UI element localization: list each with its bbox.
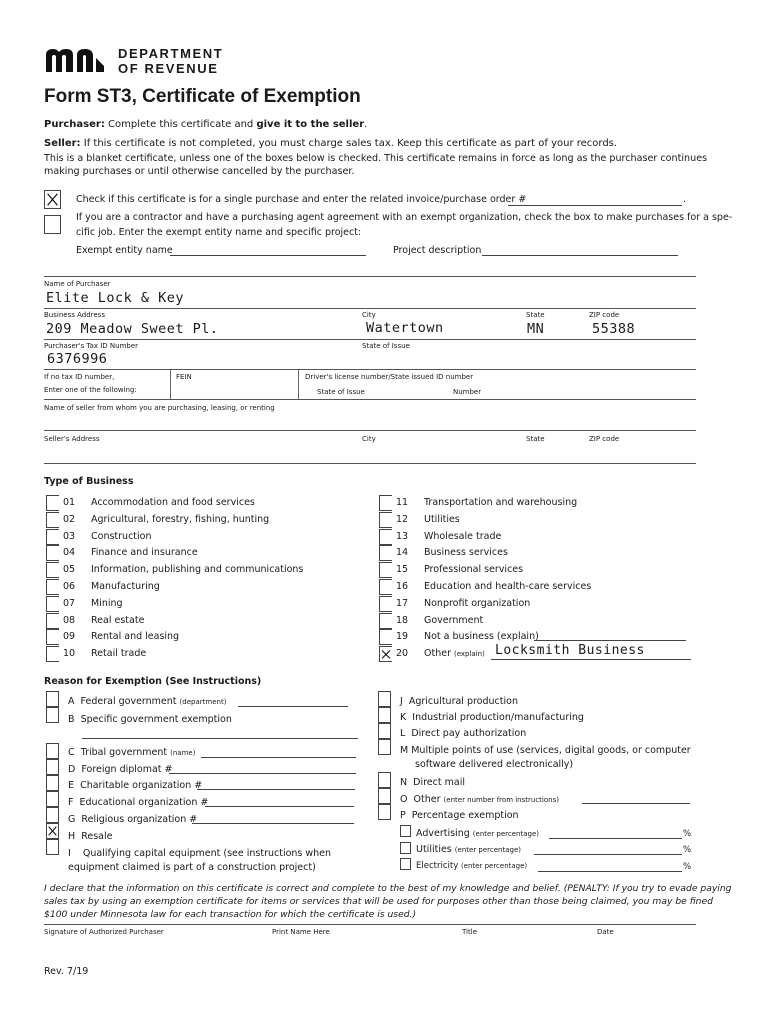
business-type-number: 19 bbox=[396, 631, 409, 642]
reason-hint: (department) bbox=[179, 698, 227, 706]
reason-label: Industrial production/manufacturing bbox=[412, 712, 584, 723]
no-tax-id-line2: Enter one of the following: bbox=[44, 386, 137, 394]
reason-c bbox=[68, 747, 195, 758]
reason-letter: L bbox=[400, 728, 406, 739]
seller-label: Seller: bbox=[44, 138, 81, 149]
reason-letter: H bbox=[68, 831, 76, 842]
business-type-label bbox=[424, 531, 501, 542]
contractor-line1: If you are a contractor and have a purchasing agent agreement with an exempt organization, check the box to make purchases for a spe- bbox=[76, 212, 733, 223]
business-type-label bbox=[424, 547, 508, 558]
reason-label: Federal government bbox=[80, 696, 177, 707]
reason-f bbox=[68, 797, 208, 808]
reason-e bbox=[68, 780, 202, 791]
business-type-checkbox[interactable] bbox=[46, 562, 59, 578]
reason-i-line1 bbox=[68, 848, 331, 859]
no-tax-id-line1: If no tax ID number, bbox=[44, 373, 115, 381]
business-type-number: 03 bbox=[63, 531, 76, 542]
reason-letter: D bbox=[68, 764, 76, 775]
reason-e-checkbox[interactable] bbox=[46, 775, 59, 791]
contractor-line2: cific job. Enter the exempt entity name and specific project: bbox=[76, 227, 362, 238]
business-type-label bbox=[424, 514, 460, 525]
business-type-label bbox=[424, 497, 577, 508]
zip-value[interactable]: 55388 bbox=[592, 321, 636, 337]
dl-label: Driver's license number/State issued ID number bbox=[305, 373, 474, 381]
business-type-number: 12 bbox=[396, 514, 409, 525]
divider bbox=[44, 308, 696, 309]
business-type-checkbox[interactable] bbox=[379, 629, 392, 645]
mn-logo-icon bbox=[44, 46, 106, 74]
reason-f-field[interactable] bbox=[205, 806, 354, 807]
title-label: Title bbox=[462, 928, 478, 936]
print-name-label: Print Name Here bbox=[272, 928, 330, 936]
other-explain-value[interactable]: Locksmith Business bbox=[495, 643, 645, 658]
tax-id-state-of-issue-label: State of Issue bbox=[362, 342, 410, 350]
business-type-text: Information, publishing and communications bbox=[91, 564, 304, 575]
business-type-number: 15 bbox=[396, 564, 409, 575]
business-type-text: Other bbox=[424, 648, 451, 659]
invoice-number-field[interactable] bbox=[508, 205, 682, 206]
reason-i-checkbox[interactable] bbox=[46, 839, 59, 855]
percentage-label: Utilities bbox=[416, 844, 452, 855]
reason-a bbox=[68, 696, 226, 707]
reason-letter: E bbox=[68, 780, 75, 791]
business-type-label bbox=[424, 581, 591, 592]
business-type-label bbox=[91, 564, 303, 575]
divider bbox=[44, 463, 696, 464]
reason-label: Specific government exemption bbox=[80, 714, 232, 725]
purchaser-label: Purchaser: bbox=[44, 119, 105, 130]
business-type-number: 20 bbox=[396, 648, 409, 659]
reason-p-checkbox[interactable] bbox=[378, 804, 391, 820]
divider bbox=[44, 430, 696, 431]
business-type-text: Finance and insurance bbox=[91, 547, 198, 558]
business-type-checkbox[interactable] bbox=[46, 646, 59, 662]
reason-letter: J bbox=[400, 696, 403, 707]
dl-number-label: Number bbox=[453, 388, 482, 396]
business-type-label bbox=[91, 598, 123, 609]
reason-j bbox=[400, 696, 518, 707]
reason-m-line1 bbox=[400, 745, 691, 756]
business-type-checkbox[interactable] bbox=[379, 562, 392, 578]
reason-g-field[interactable] bbox=[192, 823, 354, 824]
reason-letter: C bbox=[68, 747, 75, 758]
reason-letter: N bbox=[400, 777, 408, 788]
other-explain-field[interactable] bbox=[491, 659, 691, 660]
business-type-checkbox[interactable] bbox=[46, 629, 59, 645]
reason-d bbox=[68, 764, 173, 775]
reason-c-checkbox[interactable] bbox=[46, 743, 59, 759]
purchaser-name-value[interactable]: Elite Lock & Key bbox=[46, 290, 185, 306]
business-type-number: 14 bbox=[396, 547, 409, 558]
date-label: Date bbox=[597, 928, 614, 936]
business-type-text: Wholesale trade bbox=[424, 531, 502, 542]
business-type-hint: (explain) bbox=[453, 650, 485, 658]
business-type-checkbox[interactable] bbox=[379, 512, 392, 528]
declaration-line2: sales tax by using an exemption certificate for items or services that will be used for purposes other than those being claimed, you may be fined bbox=[44, 896, 713, 907]
type-of-business-heading: Type of Business bbox=[44, 476, 134, 487]
business-type-text: Transportation and warehousing bbox=[424, 497, 578, 508]
reason-hint: (name) bbox=[170, 749, 196, 757]
project-description-field[interactable] bbox=[482, 255, 678, 256]
contractor-checkbox[interactable] bbox=[44, 215, 61, 234]
business-type-label bbox=[424, 598, 530, 609]
electricity-checkbox[interactable] bbox=[400, 858, 411, 870]
state-value[interactable]: MN bbox=[527, 321, 545, 337]
reason-j-checkbox[interactable] bbox=[378, 691, 391, 707]
seller-state-label: State bbox=[526, 435, 545, 443]
divider bbox=[170, 370, 171, 399]
business-type-label bbox=[91, 547, 198, 558]
reason-label: Foreign diplomat # bbox=[81, 764, 173, 775]
business-type-number: 05 bbox=[63, 564, 76, 575]
business-type-text: Accommodation and food services bbox=[91, 497, 255, 508]
reason-letter: B bbox=[68, 714, 75, 725]
reason-label: Religious organization # bbox=[81, 814, 198, 825]
business-type-text: Utilities bbox=[424, 514, 460, 525]
reason-e-field[interactable] bbox=[197, 789, 355, 790]
reason-h-checkbox[interactable] bbox=[46, 823, 59, 839]
business-type-checkbox[interactable] bbox=[46, 579, 59, 595]
reason-letter: G bbox=[68, 814, 76, 825]
city-value[interactable]: Watertown bbox=[366, 320, 444, 336]
business-address-label: Business Address bbox=[44, 311, 105, 319]
reason-label: Direct mail bbox=[413, 777, 465, 788]
reason-o bbox=[400, 794, 559, 805]
reason-b-field[interactable] bbox=[82, 738, 358, 739]
utilities-percentage-field[interactable] bbox=[534, 854, 682, 855]
business-type-checkbox[interactable] bbox=[46, 529, 59, 545]
exempt-entity-label: Exempt entity name bbox=[76, 245, 173, 256]
business-type-text: Rental and leasing bbox=[91, 631, 180, 642]
reason-h bbox=[68, 831, 112, 842]
logo-line2: OF REVENUE bbox=[118, 61, 219, 76]
reason-label: Other bbox=[413, 794, 441, 805]
reason-label: Educational organization # bbox=[79, 797, 209, 808]
signature-line[interactable] bbox=[44, 924, 696, 925]
percentage-label: Electricity bbox=[416, 861, 459, 871]
percentage-hint: (enter percentage) bbox=[454, 846, 522, 854]
business-type-number: 11 bbox=[396, 497, 409, 508]
reason-letter: M bbox=[400, 745, 409, 756]
business-type-label bbox=[91, 648, 146, 659]
business-type-number: 18 bbox=[396, 615, 409, 626]
divider bbox=[44, 276, 696, 277]
business-type-checkbox[interactable] bbox=[379, 529, 392, 545]
reason-n bbox=[400, 777, 465, 788]
utilities-checkbox[interactable] bbox=[400, 842, 411, 854]
state-label: State bbox=[526, 311, 545, 319]
reason-letter: I bbox=[68, 848, 71, 859]
divider bbox=[298, 370, 299, 399]
business-type-number: 06 bbox=[63, 581, 76, 592]
business-type-number: 01 bbox=[63, 497, 76, 508]
business-type-label bbox=[91, 497, 255, 508]
business-type-text: Manufacturing bbox=[91, 581, 160, 592]
logo bbox=[44, 46, 244, 76]
advertising-checkbox[interactable] bbox=[400, 825, 411, 837]
business-type-checkbox[interactable] bbox=[379, 545, 392, 561]
reason-n-checkbox[interactable] bbox=[378, 772, 391, 788]
exempt-entity-field[interactable] bbox=[170, 255, 366, 256]
electricity-percent-sign: % bbox=[683, 862, 692, 872]
reason-hint: (enter number from instructions) bbox=[443, 796, 559, 804]
business-address-value[interactable]: 209 Meadow Sweet Pl. bbox=[46, 321, 219, 337]
business-type-checkbox[interactable] bbox=[46, 596, 59, 612]
business-type-text: Real estate bbox=[91, 615, 145, 626]
reason-ab-checkbox-b[interactable] bbox=[46, 707, 59, 723]
business-type-checkbox[interactable] bbox=[379, 646, 392, 662]
business-type-number: 10 bbox=[63, 648, 76, 659]
single-purchase-label: Check if this certificate is for a single purchase and enter the related invoice/purchase order # bbox=[76, 194, 527, 205]
purchaser-end: . bbox=[364, 119, 368, 130]
business-type-text: Agricultural, forestry, fishing, hunting bbox=[91, 514, 270, 525]
business-type-checkbox[interactable] bbox=[379, 596, 392, 612]
reason-label: Agricultural production bbox=[408, 696, 518, 707]
reason-m-checkbox[interactable] bbox=[378, 739, 391, 755]
purchaser-bold-text: give it to the seller bbox=[256, 119, 365, 130]
business-type-number: 09 bbox=[63, 631, 76, 642]
declaration-line1: I declare that the information on this certificate is correct and complete to the best of my knowledge and belief. (PENALTY: If you try to evade paying bbox=[44, 883, 732, 894]
business-type-number: 16 bbox=[396, 581, 409, 592]
business-type-text: Retail trade bbox=[91, 648, 147, 659]
reason-c-field[interactable] bbox=[201, 757, 356, 758]
seller-text: If this certificate is not completed, you must charge sales tax. Keep this certificate as part of your records. bbox=[83, 138, 618, 149]
purchaser-instruction bbox=[44, 119, 367, 130]
percentage-hint: (enter percentage) bbox=[460, 862, 528, 870]
business-type-checkbox[interactable] bbox=[379, 579, 392, 595]
advertising-percent-sign: % bbox=[683, 829, 692, 839]
business-type-number: 04 bbox=[63, 547, 76, 558]
seller-name-label: Name of seller from whom you are purchasing, leasing, or renting bbox=[44, 404, 275, 412]
purchaser-text: Complete this certificate and bbox=[108, 119, 254, 130]
business-type-label bbox=[91, 581, 160, 592]
business-type-text: Construction bbox=[91, 531, 152, 542]
business-type-number: 02 bbox=[63, 514, 76, 525]
reason-f-checkbox[interactable] bbox=[46, 791, 59, 807]
not-a-business-explain-field[interactable] bbox=[534, 640, 686, 641]
reason-letter: F bbox=[68, 797, 74, 808]
advertising-percentage-field[interactable] bbox=[549, 838, 682, 839]
reason-label: Tribal government bbox=[80, 747, 168, 758]
business-type-label bbox=[91, 631, 179, 642]
x-mark-icon bbox=[380, 647, 392, 661]
electricity-percentage-field[interactable] bbox=[538, 871, 682, 872]
reason-heading: Reason for Exemption (See Instructions) bbox=[44, 676, 262, 687]
reason-letter: O bbox=[400, 794, 408, 805]
revision-label: Rev. 7/19 bbox=[44, 966, 89, 977]
blanket-line1: This is a blanket certificate, unless one of the boxes below is checked. This certificate remains in force as long as the purchaser continues bbox=[44, 153, 708, 164]
reason-letter: P bbox=[400, 810, 406, 821]
divider bbox=[44, 399, 696, 400]
reason-label: Charitable organization # bbox=[80, 780, 203, 791]
business-type-checkbox[interactable] bbox=[379, 495, 392, 511]
reason-k-checkbox[interactable] bbox=[378, 707, 391, 723]
percentage-hint: (enter percentage) bbox=[472, 830, 539, 838]
business-type-text: Not a business (explain) bbox=[424, 631, 539, 642]
business-type-text: Professional services bbox=[424, 564, 524, 575]
reason-d-checkbox[interactable] bbox=[46, 759, 59, 775]
divider bbox=[44, 369, 696, 370]
business-type-text: Education and health-care services bbox=[424, 581, 592, 592]
zip-label: ZIP code bbox=[589, 311, 620, 319]
reason-d-field[interactable] bbox=[169, 773, 356, 774]
reason-letter: K bbox=[400, 712, 407, 723]
seller-city-label: City bbox=[362, 435, 376, 443]
single-purchase-checkbox[interactable] bbox=[44, 190, 61, 209]
business-type-checkbox[interactable] bbox=[46, 512, 59, 528]
seller-zip-label: ZIP code bbox=[589, 435, 620, 443]
business-type-checkbox[interactable] bbox=[46, 613, 59, 629]
reason-m-line2: software delivered electronically) bbox=[415, 759, 574, 770]
city-label: City bbox=[362, 311, 376, 319]
business-type-number: 13 bbox=[396, 531, 409, 542]
business-type-text: Nonprofit organization bbox=[424, 598, 531, 609]
electricity-label bbox=[416, 861, 527, 871]
business-type-number: 07 bbox=[63, 598, 76, 609]
reason-l-checkbox[interactable] bbox=[378, 723, 391, 739]
business-type-checkbox[interactable] bbox=[46, 495, 59, 511]
page-title: Form ST3, Certificate of Exemption bbox=[44, 86, 361, 107]
seller-address-label: Seller's Address bbox=[44, 435, 100, 443]
reason-l bbox=[400, 728, 526, 739]
business-type-text: Government bbox=[424, 615, 484, 626]
reason-label: Direct pay authorization bbox=[411, 728, 527, 739]
x-mark-icon bbox=[47, 824, 58, 838]
tax-id-label: Purchaser's Tax ID Number bbox=[44, 342, 139, 350]
business-type-label bbox=[424, 648, 485, 659]
reason-ab-checkbox-a[interactable] bbox=[46, 691, 59, 707]
x-mark-icon bbox=[45, 191, 60, 208]
tax-id-value[interactable]: 6376996 bbox=[47, 351, 108, 367]
project-description-label: Project description bbox=[393, 245, 482, 256]
business-type-number: 08 bbox=[63, 615, 76, 626]
reason-p bbox=[400, 810, 519, 821]
business-type-label bbox=[424, 615, 483, 626]
reason-o-field[interactable] bbox=[582, 803, 690, 804]
dl-state-label: State of Issue bbox=[317, 388, 365, 396]
business-type-label bbox=[91, 615, 144, 626]
business-type-text: Mining bbox=[91, 598, 123, 609]
reason-g-checkbox[interactable] bbox=[46, 807, 59, 823]
reason-label: Percentage exemption bbox=[411, 810, 519, 821]
reason-letter: A bbox=[68, 696, 75, 707]
reason-label: Resale bbox=[81, 831, 113, 842]
utilities-percent-sign: % bbox=[683, 845, 692, 855]
business-type-text: Business services bbox=[424, 547, 508, 558]
business-type-label bbox=[424, 564, 523, 575]
divider bbox=[44, 339, 696, 340]
business-type-checkbox[interactable] bbox=[379, 613, 392, 629]
business-type-label bbox=[424, 631, 539, 642]
reason-a-field[interactable] bbox=[238, 706, 348, 707]
business-type-label bbox=[91, 514, 269, 525]
name-of-purchaser-label: Name of Purchaser bbox=[44, 280, 111, 288]
reason-o-checkbox[interactable] bbox=[378, 788, 391, 804]
signature-label: Signature of Authorized Purchaser bbox=[44, 928, 164, 936]
seller-instruction bbox=[44, 138, 617, 149]
reason-g bbox=[68, 814, 197, 825]
advertising-label bbox=[416, 828, 539, 839]
business-type-number: 17 bbox=[396, 598, 409, 609]
reason-label: Multiple points of use (services, digital goods, or computer bbox=[411, 745, 691, 756]
single-purchase-end: . bbox=[683, 194, 687, 205]
blanket-line2: making purchases or until otherwise cancelled by the purchaser. bbox=[44, 166, 355, 177]
logo-line1: DEPARTMENT bbox=[118, 46, 224, 61]
reason-k bbox=[400, 712, 584, 723]
business-type-checkbox[interactable] bbox=[46, 545, 59, 561]
reason-label: Qualifying capital equipment (see instructions when bbox=[82, 848, 332, 859]
percentage-label: Advertising bbox=[416, 828, 470, 839]
reason-i-line2: equipment claimed is part of a construction project) bbox=[68, 862, 316, 873]
utilities-label bbox=[416, 844, 521, 855]
business-type-label bbox=[91, 531, 152, 542]
reason-b bbox=[68, 714, 232, 725]
fein-label: FEIN bbox=[176, 373, 192, 381]
declaration-line3: $100 under Minnesota law for each transaction for which the certificate is used.) bbox=[44, 909, 417, 920]
